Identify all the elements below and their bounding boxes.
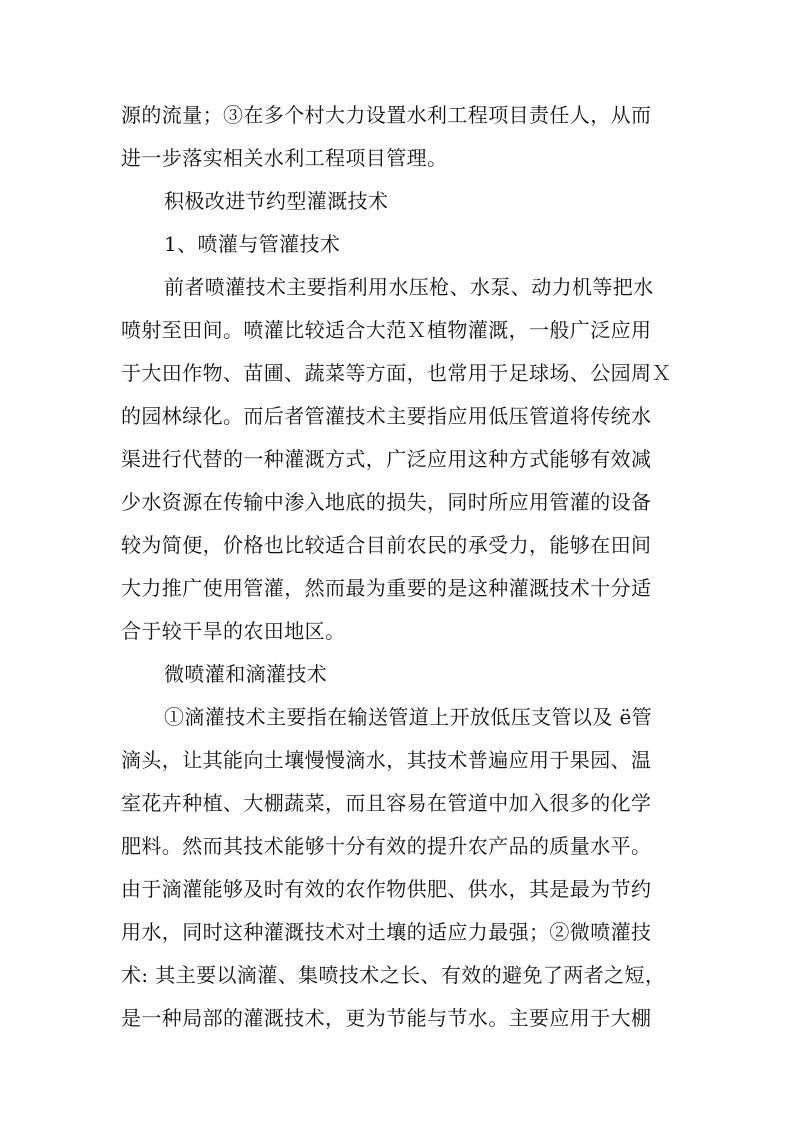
text-line: ①滴灌技术主要指在输送管道上开放低压支管以及 ë管 (164, 705, 653, 729)
text-line: 合于较干旱的农田地区。 (121, 619, 346, 643)
subsection-heading: 微喷灌和滴灌技术 (164, 662, 328, 686)
text-line: 渠进行代替的一种灌溉方式，广泛应用这种方式能够有效减 (121, 447, 652, 471)
text-line: 室花卉种植、大棚蔬菜，而且容易在管道中加入很多的化学 (121, 791, 652, 815)
text-line: 少水资源在传输中渗入地底的损失，同时所应用管灌的设备 (121, 490, 652, 514)
text-line: 较为简便，价格也比较适合目前农民的承受力，能够在田间 (121, 533, 652, 557)
text-line: 用水，同时这种灌溉技术对土壤的适应力最强；②微喷灌技 (121, 920, 652, 944)
text-line: 是一种局部的灌溉技术，更为节能与节水。主要应用于大棚 (121, 1006, 652, 1030)
text-line: 的园林绿化。而后者管灌技术主要指应用低压管道将传统水 (121, 404, 652, 428)
text-line: 大力推广使用管灌，然而最为重要的是这种灌溉技术十分适 (121, 576, 652, 600)
text-line: 于大田作物、苗圃、蔬菜等方面，也常用于足球场、公园周Ｘ (121, 361, 672, 385)
text-line: 源的流量；③在多个村大力设置水利工程项目责任人，从而 (121, 103, 652, 127)
text-line: 由于滴灌能够及时有效的农作物供肥、供水，其是最为节约 (121, 877, 652, 901)
text-line: 滴头，让其能向土壤慢慢滴水，其技术普遍应用于果园、温 (121, 748, 652, 772)
text-line: 喷射至田间。喷灌比较适合大范Ｘ植物灌溉，一般广泛应用 (121, 318, 652, 342)
section-heading: 积极改进节约型灌溉技术 (164, 189, 389, 213)
text-line: 前者喷灌技术主要指利用水压枪、水泵、动力机等把水 (164, 275, 654, 299)
text-line: 术: 其主要以滴灌、集喷技术之长、有效的避免了两者之短， (121, 963, 666, 987)
subsection-heading: 1、喷灌与管灌技术 (164, 232, 341, 256)
text-line: 肥料。然而其技术能够十分有效的提升农产品的质量水平。 (121, 834, 652, 858)
text-line: 进一步落实相关水利工程项目管理。 (121, 146, 448, 170)
